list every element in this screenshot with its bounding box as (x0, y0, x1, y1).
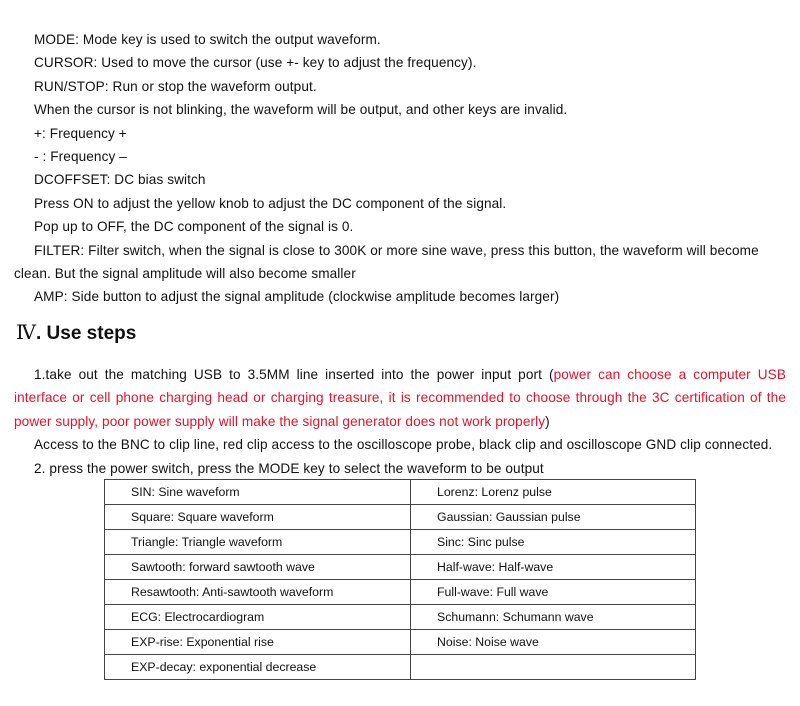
waveform-cell-left: Triangle: Triangle waveform (105, 530, 411, 555)
filter-line: FILTER: Filter switch, when the signal is close to 300K or more sine wave, press this button, the waveform will become (34, 242, 759, 258)
amp-line: AMP: Side button to adjust the signal amplitude (clockwise amplitude becomes larger) (34, 289, 560, 305)
cursor-note-line: When the cursor is not blinking, the waveform will be output, and other keys are invalid. (34, 102, 568, 118)
section-numeral: Ⅳ (16, 322, 36, 344)
waveform-cell-left: Square: Square waveform (105, 505, 411, 530)
table-row (105, 505, 696, 530)
table-row (105, 530, 696, 555)
run-stop-key-line: RUN/STOP: Run or stop the waveform output. (34, 78, 317, 94)
waveform-table-body (105, 480, 696, 680)
waveform-cell-left: SIN: Sine waveform (105, 480, 411, 505)
waveform-table (104, 479, 696, 680)
waveform-cell-right: Half-wave: Half-wave (411, 555, 696, 580)
step1-power-note-b: interface or cell phone charging head or charging treasure, it is recommended to choose through the 3C certification of the (14, 390, 786, 406)
waveform-cell-right: Full-wave: Full wave (411, 580, 696, 605)
step2-line: 2. press the power switch, press the MODE key to select the waveform to be output (34, 460, 544, 476)
waveform-cell-right: Schumann: Schumann wave (411, 605, 696, 630)
dc-off-line: Pop up to OFF, the DC component of the signal is 0. (34, 219, 354, 235)
waveform-cell-right: Sinc: Sinc pulse (411, 530, 696, 555)
table-row (105, 605, 696, 630)
frequency-minus-line: - : Frequency – (34, 148, 127, 164)
frequency-plus-line: +: Frequency + (34, 125, 127, 141)
waveform-cell-left: Resawtooth: Anti-sawtooth waveform (105, 580, 411, 605)
step1-prefix: 1.take out the matching USB to 3.5MM line inserted into the power input port ( (34, 367, 554, 382)
waveform-cell-left: Sawtooth: forward sawtooth wave (105, 555, 411, 580)
key-descriptions (0, 28, 800, 309)
waveform-cell-left: EXP-rise: Exponential rise (105, 630, 411, 655)
section-title: . Use steps (35, 323, 137, 344)
waveform-cell-right: Lorenz: Lorenz pulse (411, 480, 696, 505)
bnc-connection-line: Access to the BNC to clip line, red clip access to the oscilloscope probe, black clip and oscilloscope GND clip connected. (34, 437, 773, 453)
step1-power-note-c: power supply, poor power supply will make the signal generator does not work properly (14, 413, 546, 429)
table-row (105, 555, 696, 580)
step1-line-a (0, 363, 800, 386)
use-steps-heading (16, 320, 136, 345)
table-row (105, 630, 696, 655)
use-steps-body (0, 363, 800, 480)
table-row (105, 655, 696, 680)
step1-line-c (0, 410, 800, 433)
waveform-cell-right: Gaussian: Gaussian pulse (411, 505, 696, 530)
filter-continuation-line: clean. But the signal amplitude will also become smaller (14, 265, 356, 281)
cursor-key-line: CURSOR: Used to move the cursor (use +- key to adjust the frequency). (34, 55, 477, 71)
table-row (105, 480, 696, 505)
waveform-cell-left: EXP-decay: exponential decrease (105, 655, 411, 680)
waveform-cell-left: ECG: Electrocardiogram (105, 605, 411, 630)
dc-on-line: Press ON to adjust the yellow knob to adjust the DC component of the signal. (34, 195, 507, 211)
mode-key-line: MODE: Mode key is used to switch the output waveform. (34, 32, 381, 47)
table-row (105, 580, 696, 605)
waveform-cell-right: Noise: Noise wave (411, 630, 696, 655)
step1-suffix: ) (545, 413, 550, 429)
waveform-cell-right (411, 655, 696, 680)
dcoffset-line: DCOFFSET: DC bias switch (34, 172, 206, 188)
step1-power-note-a: power can choose a computer USB (553, 367, 786, 382)
